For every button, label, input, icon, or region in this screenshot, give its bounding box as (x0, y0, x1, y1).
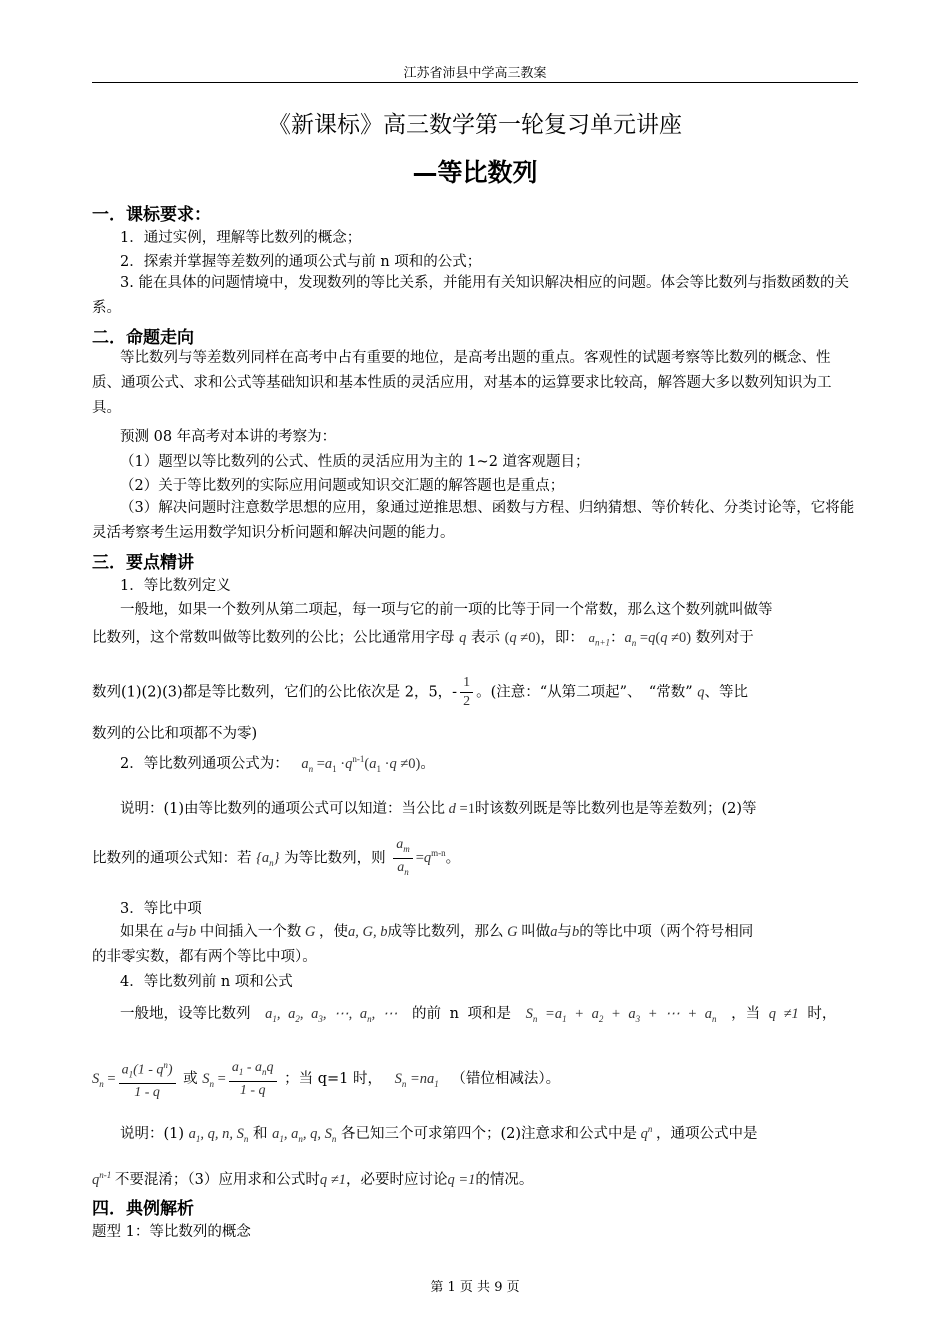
list-item: （3）解决问题时注意数学思想的应用，象通过逆推思想、函数与方程、归纳猜想、等价转化、分类讨论等，它将能灵活考察考生运用数学知识分析问题和解决问题的能力。 (92, 500, 855, 541)
paragraph: 的非零实数，都有两个等比中项）。 (92, 949, 317, 965)
header-rule (92, 82, 858, 83)
page-header: 江苏省沛县中学高三教案 (403, 66, 547, 81)
list-item: （2）关于等比数列的实际应用问题或知识交汇题的解答题也是重点； (120, 478, 565, 494)
formula-line: $S_n$ = $\frac{a_1(1 - q^n)}{1 - q}$ 或 $S_n$ = $\frac{a_1 - a_nq}{1 - q}$ ；当 q=1 时， $S_n =na_1$ （错位相减法）。 (92, 1056, 560, 1102)
document-title: 《新课标》高三数学第一轮复习单元讲座 (268, 112, 682, 138)
section-heading-2: 二．命题走向 (92, 328, 194, 348)
paragraph-line: 如果在 a与b 中间插入一个数 G ，使a, G, b成等比数列，那么 G 叫做a与b的等比中项（两个符号相同 (120, 924, 754, 940)
section-heading-1: 一．课标要求： (92, 205, 211, 225)
section-heading-3: 三．要点精讲 (92, 553, 194, 573)
subheading: 4．等比数列前 n 项和公式 (120, 974, 293, 990)
paragraph: 数列的公比和项都不为零) (92, 726, 258, 742)
paragraph-line: 比数列的通项公式知：若 $\{a_n\}$ 为等比数列，则 $\frac{a_m}{a_n}$ $=q^{m-n}$。 (92, 837, 461, 877)
paragraph-line: 比数列，这个常数叫做等比数列的公比；公比通常用字母 q 表示 (q ≠0)，即： $a_{n+1}$：$a_n =q(q \ne 0)$ 数列对于 (92, 630, 754, 648)
paragraph-line: 说明：(1)由等比数列的通项公式可以知道：当公比 d =1时该数列既是等比数列也是等差数列；(2)等 (120, 801, 757, 817)
paragraph: 等比数列与等差数列同样在高考中占有重要的地位，是高考出题的重点。客观性的试题考察等比数列的概念、性质、通项公式、求和公式等基础知识和基本性质的灵活应用，对基本的运算要求比较高，解答题大多以数列知识为工具。 (92, 350, 832, 416)
page-footer: 第 1 页 共 9 页 (430, 1280, 520, 1295)
list-item: （1）题型以等比数列的公式、性质的灵活应用为主的 1~2 道客观题目； (120, 454, 590, 470)
section-heading-4: 四．典例解析 (92, 1199, 194, 1219)
paragraph: 一般地，如果一个数列从第二项起，每一项与它的前一项的比等于同一个常数，那么这个数列就叫做等 (120, 602, 773, 618)
paragraph: 预测 08 年高考对本讲的考察为： (120, 429, 337, 445)
subheading: 1．等比数列定义 (120, 578, 231, 594)
paragraph-line: 一般地，设等比数列 $a_1$, $a_2$, $a_3$, ⋯, $a_n$, ⋯ 的前 n 项和是 $S_n =a_1 + a_2 + a_3$ + ⋯ + $a_n$ ，当 q ≠1 时， (120, 1006, 837, 1024)
list-item: 3. 能在具体的问题情境中，发现数列的等比关系，并能用有关知识解决相应的问题。体会等比数列与指数函数的关系。 (92, 275, 849, 316)
paragraph-line: 说明：(1) $a_1$, q, n, $S_n$ 和 $a_1$, $a_n$, q, $S_n$ 各已知三个可求第四个；(2)注意求和公式中是 $q^n$ ，通项公式中是 (120, 1124, 758, 1144)
list-item: 2．探索并掌握等差数列的通项公式与前 n 项和的公式； (120, 254, 482, 270)
list-item: 1．通过实例，理解等比数列的概念； (120, 230, 362, 246)
paragraph-line: 2．等比数列通项公式为： $a_n =a_1 \cdot q^{n-1}(a_1 \cdot q \ne 0)$。 (120, 754, 435, 774)
subheading: 3．等比中项 (120, 901, 202, 917)
paragraph-line: 数列(1)(2)(3)都是等比数列，它们的公比依次是 2，5，- $\frac{1}{2}$ 。(注意：“从第二项起”、 “常数” q、等比 (92, 675, 748, 709)
paragraph-line: $q^{n-1}$ 不要混淆；（3）应用求和公式时q ≠1，必要时应讨论q =1的情况。 (92, 1170, 534, 1188)
document-subtitle: —等比数列 (412, 158, 538, 187)
subheading: 题型 1：等比数列的概念 (92, 1224, 251, 1240)
